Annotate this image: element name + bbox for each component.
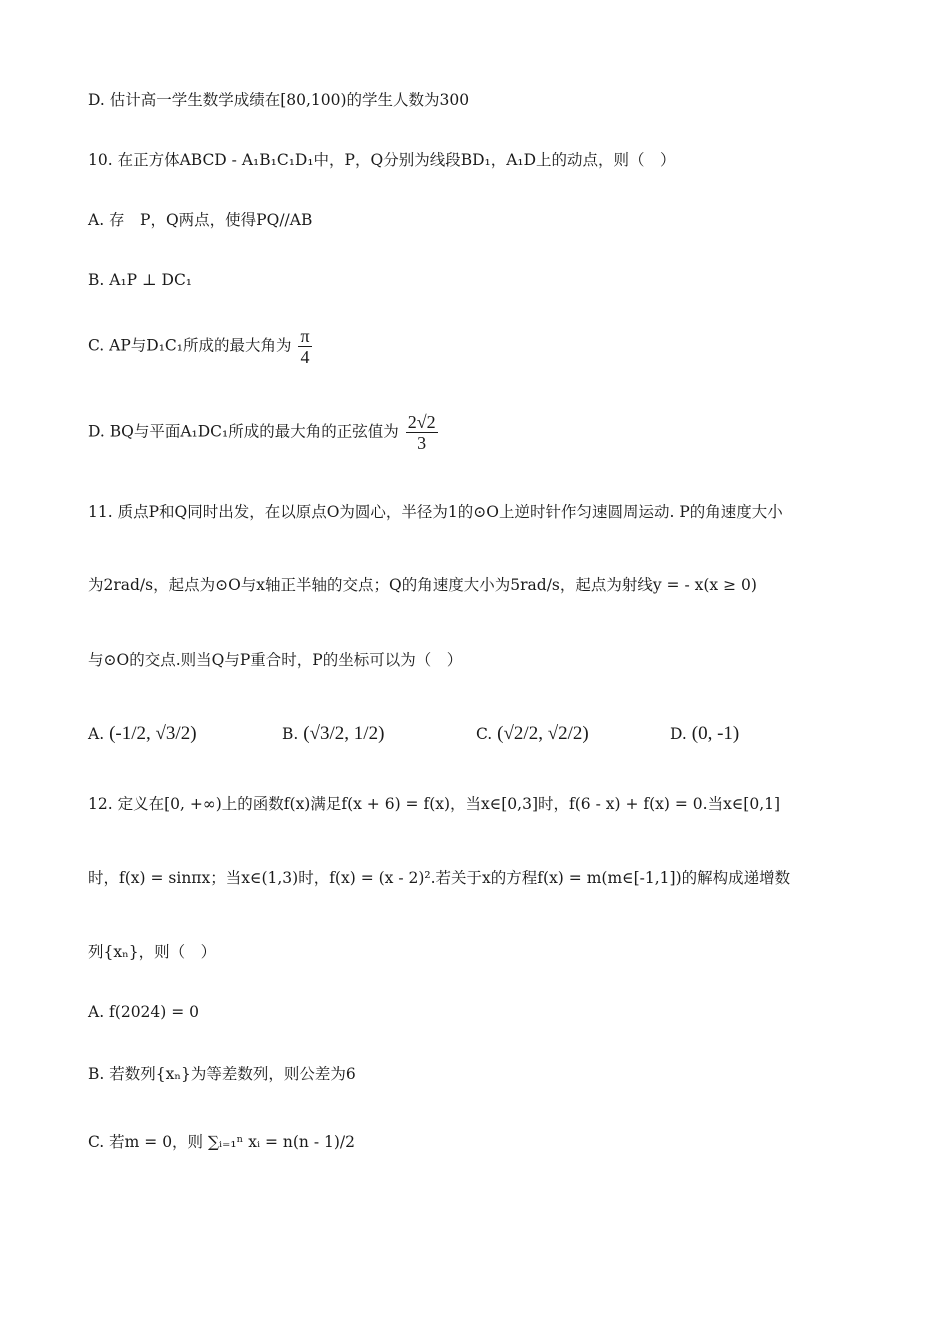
q10-option-d-fraction <box>406 412 438 453</box>
q12-stem-line-2: 时，f(x) = sinπx；当x∈(1,3)时，f(x) = (x - 2)².若关于x的方程f(x) = m(m∈[-1,1])的解构成递增数 <box>88 869 791 887</box>
q11-option-a <box>88 722 197 746</box>
q12-option-a: A. f(2024) = 0 <box>88 1003 200 1021</box>
q10-option-a: A. 存 P，Q两点，使得PQ//AB <box>88 211 313 229</box>
q10-option-b: B. A₁P ⊥ DC₁ <box>88 271 193 289</box>
option-label: D. <box>670 725 687 743</box>
option-value: (-1/2, √3/2) <box>109 723 197 744</box>
option-label: C. <box>476 725 493 743</box>
q10-option-c: C. AP与D₁C₁所成的最大角为 <box>88 336 292 355</box>
option-label: B. <box>282 725 299 743</box>
option-value: (√3/2, 1/2) <box>303 723 385 744</box>
q11-option-b <box>282 722 384 746</box>
q9-option-d: D. 估计高一学生数学成绩在[80,100)的学生人数为300 <box>88 91 470 109</box>
q12-stem-line-3: 列{xₙ}，则（ ） <box>88 943 217 961</box>
q10-option-c-fraction <box>298 326 311 367</box>
q11-option-c <box>476 722 589 746</box>
q12-option-b: B. 若数列{xₙ}为等差数列，则公差为6 <box>88 1065 356 1083</box>
option-value: (√2/2, √2/2) <box>497 723 589 744</box>
q10-option-d: D. BQ与平面A₁DC₁所成的最大角的正弦值为 <box>88 422 399 441</box>
q10-stem: 10. 在正方体ABCD - A₁B₁C₁D₁中，P，Q分别为线段BD₁，A₁D上的动点，则（ ） <box>88 151 676 169</box>
option-value: (0, -1) <box>691 723 740 744</box>
q11-options-row <box>88 722 870 752</box>
fraction-numerator: 2√2 <box>407 412 436 432</box>
q11-stem-line-1: 11. 质点P和Q同时出发，在以原点O为圆心，半径为1的⊙O上逆时针作匀速圆周运动. P的角速度大小 <box>88 503 783 521</box>
fraction-denominator: 4 <box>300 347 310 367</box>
fraction-numerator: π <box>300 326 310 346</box>
q12-stem-line-1: 12. 定义在[0, +∞)上的函数f(x)满足f(x + 6) = f(x)，当x∈[0,3]时，f(6 - x) + f(x) = 0.当x∈[0,1] <box>88 795 781 813</box>
q10-option-d-row <box>88 412 870 453</box>
q11-option-d <box>670 722 739 746</box>
q11-stem-line-3: 与⊙O的交点.则当Q与P重合时，P的坐标可以为（ ） <box>88 651 463 669</box>
fraction-denominator: 3 <box>417 433 427 453</box>
q12-option-c: C. 若m = 0，则 ∑ᵢ₌₁ⁿ xᵢ = n(n - 1)/2 <box>88 1133 355 1151</box>
q10-option-c-row <box>88 326 870 367</box>
option-label: A. <box>88 725 105 743</box>
q11-stem-line-2: 为2rad/s，起点为⊙O与x轴正半轴的交点；Q的角速度大小为5rad/s，起点为射线y = - x(x ≥ 0) <box>88 576 757 594</box>
